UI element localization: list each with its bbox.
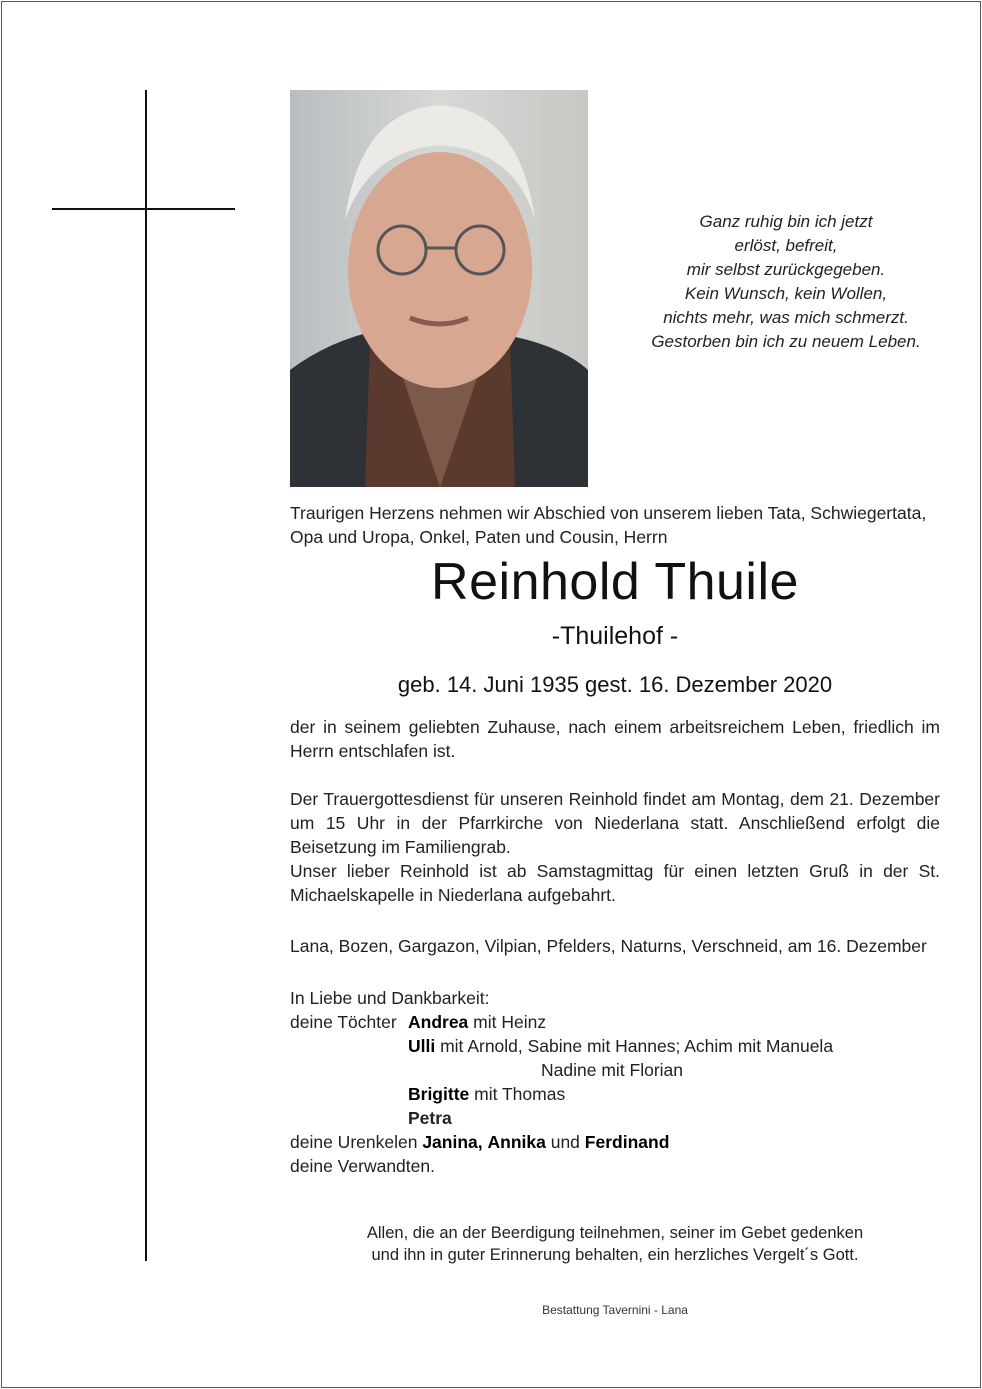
mourner-name: Ulli	[408, 1036, 436, 1056]
mourner-name: Ferdinand	[584, 1132, 670, 1152]
deceased-name: Reinhold Thuile	[431, 553, 799, 611]
mourner-name: Brigitte	[408, 1084, 470, 1104]
mourner-name: Janina,	[422, 1132, 483, 1152]
poem-line: Gestorben bin ich zu neuem Leben.	[651, 332, 921, 351]
poem-line: Kein Wunsch, kein Wollen,	[684, 284, 888, 303]
place-date: Lana, Bozen, Gargazon, Vilpian, Pfelders, Naturns, Verschneid, am 16. Dezember	[290, 936, 927, 956]
thanks-text	[290, 1222, 940, 1266]
intro-text: Traurigen Herzens nehmen wir Abschied von unserem lieben Tata, Schwiegertata, Opa und Uropa, Onkel, Paten und Cousin, Herrn	[290, 503, 927, 547]
mourner-name: Andrea	[408, 1012, 469, 1032]
mourner-partner: mit Arnold, Sabine mit Hannes; Achim mit Manuela	[435, 1036, 834, 1056]
mourner-partner: mit Heinz	[468, 1012, 547, 1032]
passing-text: der in seinem geliebten Zuhause, nach einem arbeitsreichem Leben, friedlich im Herrn entschlafen ist.	[290, 717, 940, 761]
mourner-name: Annika	[487, 1132, 546, 1152]
mourner-name: Petra	[408, 1108, 452, 1128]
thanks-line: Allen, die an der Beerdigung teilnehmen, seiner im Gebet gedenken	[366, 1224, 864, 1242]
viewing-text: Unser lieber Reinhold ist ab Samstagmittag für einen letzten Gruß in der St. Michaelskapelle in Niederlana aufgebahrt.	[290, 861, 940, 905]
mourners-heading: In Liebe und Dankbarkeit:	[290, 988, 490, 1008]
poem-line: erlöst, befreit,	[734, 236, 838, 255]
service-text: Der Trauergottesdienst für unseren Reinhold findet am Montag, dem 21. Dezember um 15 Uhr in der Pfarrkirche von Niederlana statt. Anschließend erfolgt die Beisetzung im Familiengrab.	[290, 789, 940, 857]
mourner-line	[408, 1034, 833, 1058]
cross-vertical-bar	[145, 90, 147, 1261]
farm-name: -Thuilehof -	[551, 622, 679, 650]
thanks-line: und ihn in guter Erinnerung behalten, ein herzliches Vergelt´s Gott.	[371, 1246, 859, 1264]
conjunction: und	[545, 1132, 585, 1152]
relatives-line: deine Verwandten.	[290, 1156, 435, 1176]
mourner-line	[408, 1082, 565, 1106]
life-dates: geb. 14. Juni 1935 gest. 16. Dezember 2020	[397, 672, 833, 697]
mourner-line	[408, 1010, 546, 1034]
daughters-label: deine Töchter	[290, 1012, 397, 1032]
mourner-partner: mit Thomas	[469, 1084, 566, 1104]
mourner-line: Nadine mit Florian	[541, 1060, 683, 1080]
poem	[620, 210, 952, 354]
great-grandchildren-line	[290, 1130, 669, 1154]
portrait-photo	[290, 90, 588, 487]
great-grandchildren-label: deine Urenkelen	[290, 1132, 423, 1152]
cross-horizontal-bar	[52, 208, 235, 210]
poem-line: nichts mehr, was mich schmerzt.	[663, 308, 909, 327]
funeral-home: Bestattung Tavernini - Lana	[542, 1303, 688, 1317]
poem-line: Ganz ruhig bin ich jetzt	[699, 212, 873, 231]
poem-line: mir selbst zurückgegeben.	[686, 260, 886, 279]
